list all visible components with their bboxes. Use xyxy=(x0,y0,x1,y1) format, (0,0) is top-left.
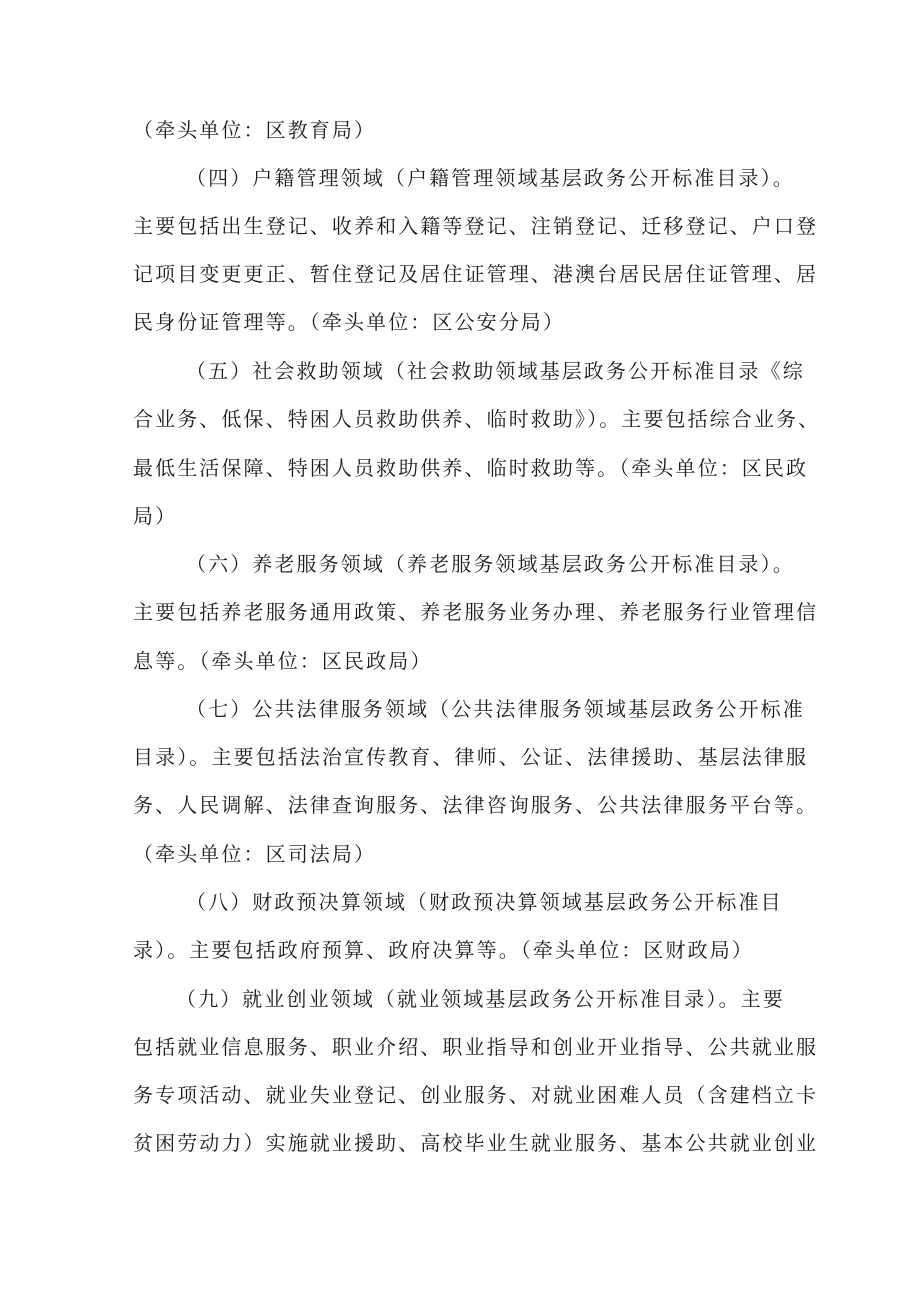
text-line-15: 务、人民调解、法律查询服务、法律咨询服务、公共法律服务平台等。 xyxy=(133,793,819,817)
text-line-8: 最低生活保障、特困人员救助供养、临时救助等。（牵头单位：区民政 xyxy=(133,456,809,480)
text-line-6: （五）社会救助领域（社会救助领域基层政务公开标准目录《综 xyxy=(186,359,805,383)
text-line-17: （八）财政预决算领域（财政预决算领域基层政务公开标准目 xyxy=(186,890,783,914)
text-line-5: 民身份证管理等。（牵头单位：区公安分局） xyxy=(133,310,565,334)
text-line-1: （牵头单位：区教育局） xyxy=(133,118,377,142)
text-line-13: （七）公共法律服务领域（公共法律服务领域基层政务公开标准 xyxy=(186,697,805,721)
text-line-3: 主要包括出生登记、收养和入籍等登记、注销登记、迁移登记、户口登 xyxy=(133,214,819,238)
text-line-7: 合业务、低保、特困人员救助供养、临时救助》）。主要包括综合业务、 xyxy=(133,407,821,431)
text-line-12: 息等。（牵头单位：区民政局） xyxy=(133,649,433,673)
text-line-20: 包括就业信息服务、职业介绍、职业指导和创业开业指导、公共就业服 xyxy=(133,1035,819,1059)
text-line-9: 局） xyxy=(133,504,178,528)
text-line-22: 贫困劳动力）实施就业援助、高校毕业生就业服务、基本公共就业创业 xyxy=(133,1131,819,1155)
text-line-18: 录）。主要包括政府预算、政府决算等。（牵头单位：区财政局） xyxy=(133,938,754,962)
text-line-4: 记项目变更更正、暂住登记及居住证管理、港澳台居民居住证管理、居 xyxy=(133,262,819,286)
text-line-11: 主要包括养老服务通用政策、养老服务业务办理、养老服务行业管理信 xyxy=(133,600,819,624)
text-line-16: （牵头单位：区司法局） xyxy=(133,842,377,866)
text-line-19: （九）就业创业领域（就业领域基层政务公开标准目录）。主要 xyxy=(176,987,785,1011)
text-line-14: 目录）。主要包括法治宣传教育、律师、公证、法律援助、基层法律服 xyxy=(133,745,809,769)
text-line-21: 务专项活动、就业失业登记、创业服务、对就业困难人员（含建档立卡 xyxy=(133,1083,819,1107)
text-line-10: （六）养老服务领域（养老服务领域基层政务公开标准目录）。 xyxy=(186,552,795,576)
text-line-2: （四）户籍管理领域（户籍管理领域基层政务公开标准目录）。 xyxy=(186,166,795,190)
